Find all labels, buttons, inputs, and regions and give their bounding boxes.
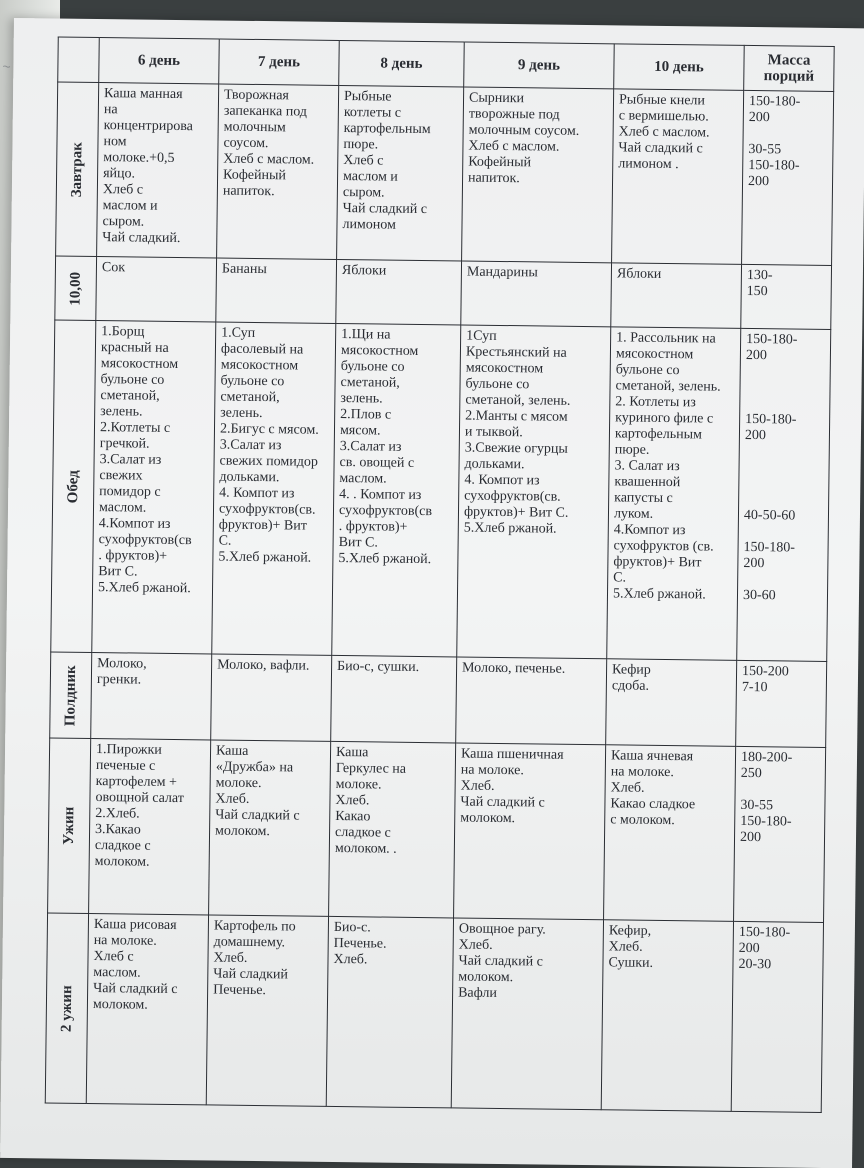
portion-mass: 150-180- 200 30-55 150-180- 200 <box>742 90 834 265</box>
menu-cell: Сырники творожные под молочным соусом. Хлеб с маслом. Кофейный напиток. <box>462 87 614 263</box>
menu-cell: Био-с, сушки. <box>331 655 457 743</box>
corner-cell <box>58 37 100 82</box>
menu-sheet <box>0 18 864 1168</box>
menu-cell: Каша рисовая на молоке. Хлеб с маслом. Чай сладкий с молоком. <box>86 913 208 1104</box>
menu-cell: Каша Геркулес на молоке. Хлеб. Какао сладкое с молоком. . <box>329 741 456 918</box>
table-row-lunch <box>51 320 831 661</box>
meal-label: 10,00 <box>55 256 97 320</box>
menu-cell: Каша манная на концентрирова ном молоке.+0,5 яйцо. Хлеб с маслом и сыром. Чай сладкий. <box>97 83 219 258</box>
menu-cell: Сок <box>96 257 217 322</box>
menu-cell: Каша ячневая на молоке. Хлеб. Какао сладкое с молоком. <box>604 745 736 922</box>
meal-label: Ужин <box>48 738 91 913</box>
portion-mass: 150-180- 200 150-180- 200 40-50-60 150-180- 200 30-60 <box>737 328 831 661</box>
menu-cell: Бананы <box>216 258 337 323</box>
portion-mass: 150-180- 200 20-30 <box>731 921 823 1112</box>
table-row-snack-10 <box>55 256 832 329</box>
menu-cell: Кефир сдоба. <box>606 659 737 747</box>
menu-cell: 1. Рассольник на мясокостном бульоне со сметаной, зелень. 2. Котлеты из куриного филе с картофельным пюре. 3. Салат из квашенной капусты с луком. 4.Компот из сухофруктов (св. фруктов)+ Вит С. 5.Хлеб ржаной. <box>607 327 741 661</box>
day-header: 9 день <box>464 42 615 89</box>
portion-mass: 150-200 7-10 <box>736 660 827 747</box>
menu-cell: 1.Пирожки печеные с картофелем + овощной салат 2.Хлеб. 3.Какао сладкое с молоком. <box>89 738 211 914</box>
menu-cell: Молоко, вафли. <box>211 654 332 741</box>
menu-cell: Каша пшеничная на молоке. Хлеб. Чай сладкий с молоком. <box>454 743 606 920</box>
menu-cell: Био-с. Печенье. Хлеб. <box>326 916 453 1108</box>
menu-cell: Яблоки <box>611 263 742 329</box>
table-row-breakfast <box>56 82 834 265</box>
meal-label: Полдник <box>50 652 92 738</box>
menu-cell: Кефир, Хлеб. Сушки. <box>601 920 733 1112</box>
menu-cell: Рыбные кнели с вермишелью. Хлеб с маслом. Чай сладкий с лимоном . <box>612 89 744 265</box>
day-header: 8 день <box>339 40 465 87</box>
menu-cell: 1.Щи на мясокостном бульоне со сметаной, зелень. 2.Плов с мясом. 3.Салат из св. овощей с маслом. 4. . Компот из сухофруктов(св . фруктов)+ Вит С. 5.Хлеб ржаной. <box>332 323 461 657</box>
meal-label: 2 ужин <box>45 913 88 1103</box>
menu-cell: Творожная запеканка под молочным соусом. Хлеб с маслом. Кофейный напиток. <box>217 84 339 259</box>
menu-cell: 1.Борщ красный на мясокостном бульоне со сметаной, зелень. 2.Котлеты с гречкой. 3.Салат из свежих помидор с маслом. 4.Компот из сухофруктов(св . фруктов)+ Вит С. 5.Хлеб ржаной. <box>92 321 216 654</box>
menu-cell: Рыбные котлеты с картофельным пюре. Хлеб с маслом и сыром. Чай сладкий с лимоном <box>337 85 464 261</box>
table-row-afternoon-snack <box>50 652 827 747</box>
menu-cell: Овощное рагу. Хлеб. Чай сладкий с молоком. Вафли <box>451 918 603 1110</box>
menu-cell: 1.Суп фасолевый на мясокостном бульоне со сметаной, зелень. 2.Бигус с мясом. 3.Салат из свежих помидор дольками. 4. Компот из сухофруктов(св. фруктов)+ Вит С. 5.Хлеб ржаной. <box>212 322 336 655</box>
background-scribble: ~ <box>1 59 13 74</box>
day-header: 7 день <box>219 39 340 85</box>
menu-cell: Каша «Дружба» на молоке. Хлеб. Чай сладкий с молоком. <box>209 740 331 916</box>
day-header: 10 день <box>614 44 745 91</box>
menu-table <box>45 37 835 1113</box>
menu-cell: Яблоки <box>336 259 462 325</box>
meal-label: Обед <box>51 320 96 652</box>
table-row-second-dinner <box>45 913 823 1112</box>
menu-cell: Молоко, гренки. <box>91 652 212 739</box>
menu-cell: Картофель по домашнему. Хлеб. Чай сладкий Печенье. <box>206 915 328 1106</box>
menu-cell: 1Суп Крестьянский на мясокостном бульоне со сметаной, зелень. 2.Манты с мясом и тыквой. 3.Свежие огурцы дольками. 4. Компот из сухофруктов(св. фруктов)+ Вит С. 5.Хлеб ржаной. <box>457 325 611 659</box>
portion-mass: 130- 150 <box>741 264 832 329</box>
table-row-dinner <box>48 738 826 922</box>
mass-header: Масса порций <box>744 45 835 91</box>
portion-mass: 180-200- 250 30-55 150-180- 200 <box>734 746 826 922</box>
meal-label: Завтрак <box>56 82 99 256</box>
menu-cell: Мандарины <box>461 261 612 327</box>
menu-cell: Молоко, печенье. <box>456 657 607 745</box>
day-header: 6 день <box>99 38 220 84</box>
